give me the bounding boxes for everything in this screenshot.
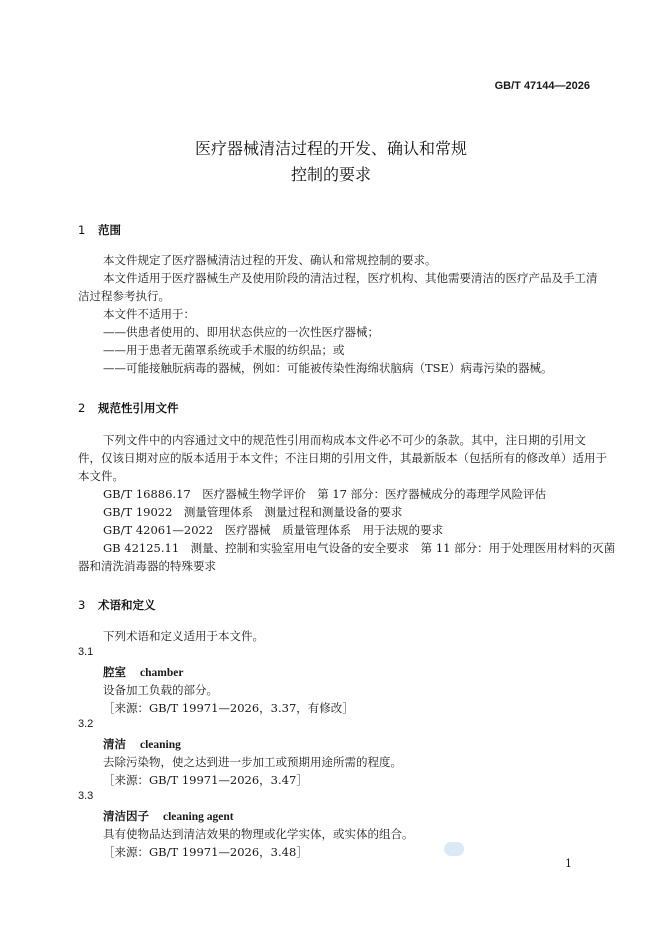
section-2-heading	[78, 400, 179, 416]
term-chinese: 腔室	[103, 665, 126, 679]
term-chinese: 清洁	[103, 737, 126, 751]
term-source: ［来源：GB/T 19971—2026，3.47］	[103, 773, 308, 787]
term-definition: 设备加工负载的部分。	[103, 683, 218, 697]
title-line-2: 控制的要求	[290, 165, 371, 184]
title-line-1: 医疗器械清洁过程的开发、确认和常规	[194, 139, 467, 158]
term-clause-number: 3.1	[78, 646, 94, 658]
reference-item-continuation: 器和清洗消毒器的特殊要求	[78, 559, 216, 573]
term-heading	[103, 808, 234, 825]
paragraph-line: 下列术语和定义适用于本文件。	[103, 629, 264, 643]
paragraph-line: 本文件不适用于：	[103, 307, 195, 321]
reference-item: GB/T 19022 测量管理体系 测量过程和测量设备的要求	[103, 505, 403, 519]
reference-item: GB 42125.11 测量、控制和实验室用电气设备的安全要求 第 11 部分：用于处理医用材料的灭菌	[103, 541, 616, 555]
term-english: chamber	[140, 667, 184, 679]
page-number: 1	[565, 857, 572, 870]
term-english: cleaning agent	[163, 811, 234, 823]
section-number: 1	[78, 223, 86, 237]
reference-item: GB/T 16886.17 医疗器械生物学评价 第 17 部分：医疗器械成分的毒理学风险评估	[103, 487, 547, 501]
paragraph-line: 下列文件中的内容通过文中的规范性引用而构成本文件必不可少的条款。其中，注日期的引用文	[103, 433, 586, 447]
paragraph-line: 本文件。	[78, 469, 124, 483]
paragraph-line: 本文件规定了医疗器械清洁过程的开发、确认和常规控制的要求。	[103, 253, 437, 267]
paragraph-line: 洁过程参考执行。	[78, 289, 170, 303]
term-clause-number: 3.3	[78, 790, 94, 802]
term-definition: 去除污染物，使之达到进一步加工或预期用途所需的程度。	[103, 755, 402, 769]
list-item: ——可能接触朊病毒的器械，例如：可能被传染性海绵状脑病（TSE）病毒污染的器械。	[103, 361, 553, 375]
term-source: ［来源：GB/T 19971—2026，3.48］	[103, 845, 308, 859]
list-item: ——用于患者无菌罩系统或手术服的纺织品；或	[103, 343, 345, 357]
term-source: ［来源：GB/T 19971—2026，3.37，有修改］	[103, 701, 354, 715]
section-3-heading	[78, 597, 156, 613]
section-1-heading	[78, 222, 121, 238]
term-clause-number: 3.2	[78, 718, 94, 730]
paragraph-line: 件，仅该日期对应的版本适用于本文件；不注日期的引用文件，其最新版本（包括所有的修改单）适用于	[78, 451, 607, 465]
term-heading	[103, 736, 181, 753]
reference-item: GB/T 42061—2022 医疗器械 质量管理体系 用于法规的要求	[103, 523, 444, 537]
term-chinese: 清洁因子	[103, 809, 149, 823]
document-title	[0, 136, 662, 188]
watermark-logo	[444, 842, 464, 856]
term-heading	[103, 664, 183, 681]
paragraph-line: 本文件适用于医疗器械生产及使用阶段的清洁过程，医疗机构、其他需要清洁的医疗产品及手工清	[103, 271, 598, 285]
section-title: 术语和定义	[98, 598, 156, 612]
section-title: 范围	[98, 223, 121, 237]
section-title: 规范性引用文件	[98, 401, 179, 415]
term-definition: 具有使物品达到清洁效果的物理或化学实体，或实体的组合。	[103, 827, 414, 841]
section-number: 3	[78, 598, 86, 612]
list-item: ——供患者使用的、即用状态供应的一次性医疗器械；	[103, 325, 379, 339]
term-english: cleaning	[140, 739, 181, 751]
section-number: 2	[78, 401, 86, 415]
standard-number: GB/T 47144—2026	[494, 80, 590, 92]
